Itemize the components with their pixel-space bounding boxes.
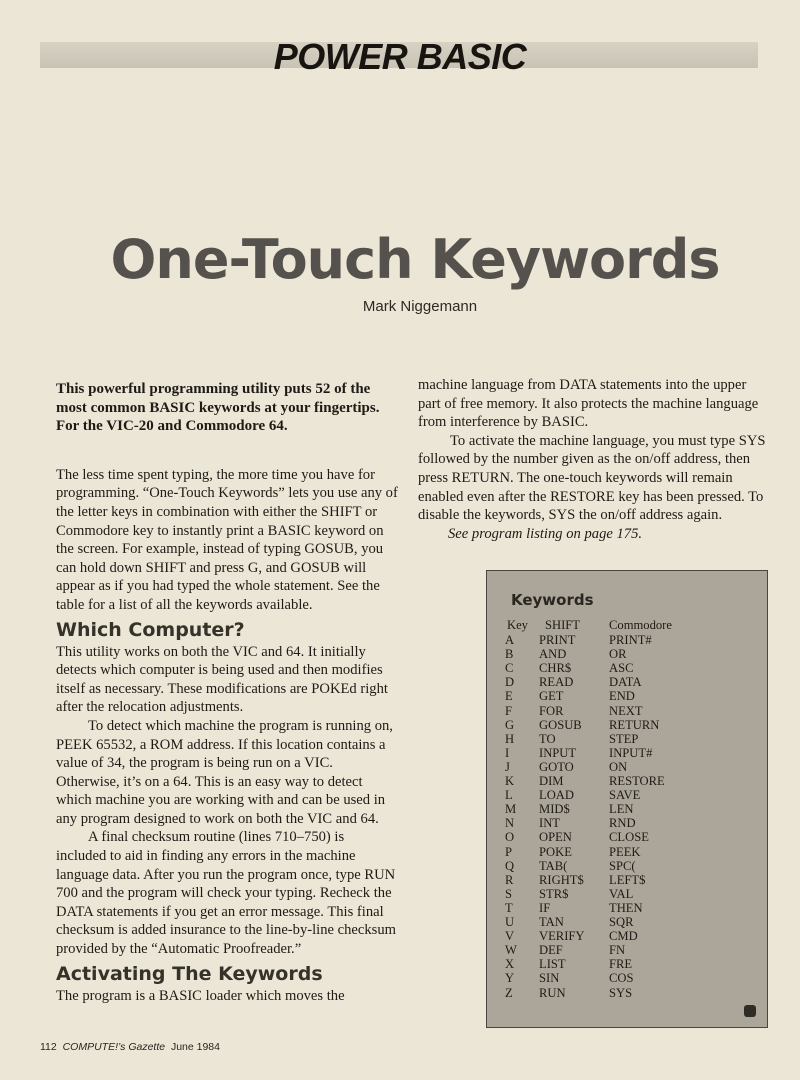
row-shift-keyword: AND — [539, 647, 567, 662]
row-commodore-keyword: RETURN — [609, 717, 660, 732]
header-shift: SHIFT — [545, 618, 580, 632]
row-key: N — [505, 816, 515, 831]
row-commodore-keyword: NEXT — [609, 703, 643, 718]
row-commodore-keyword: PEEK — [609, 844, 641, 859]
row-shift-keyword: RUN — [539, 985, 566, 1000]
row-key: L — [505, 788, 513, 803]
row-commodore-keyword: OR — [609, 647, 627, 662]
row-commodore-keyword: LEN — [609, 802, 634, 817]
header-commodore: Commodore — [609, 618, 672, 632]
row-shift-keyword: IF — [539, 900, 551, 915]
body-paragraph: machine language from DATA statements into the upper part of free memory. It also protects the machine language from interference by BASIC. — [418, 377, 759, 431]
row-shift-keyword: TAN — [539, 915, 564, 929]
row-shift-keyword: INPUT — [539, 745, 577, 760]
row-shift-keyword: DEF — [539, 943, 563, 958]
row-key: E — [505, 689, 513, 704]
issue-date: June 1984 — [170, 1041, 220, 1053]
row-shift-keyword: GOSUB — [539, 717, 582, 732]
row-commodore-keyword: CLOSE — [609, 830, 649, 845]
article-author: Mark Niggemann — [362, 298, 478, 315]
row-shift-keyword: MID$ — [539, 802, 570, 817]
row-shift-keyword: TAB( — [539, 858, 568, 873]
row-commodore-keyword: RESTORE — [609, 774, 665, 788]
row-commodore-keyword: LEFT$ — [609, 872, 646, 887]
row-commodore-keyword: VAL — [609, 886, 634, 901]
body-paragraph: To activate the machine language, you must type SYS followed by the number given as the on/off address, then press RETURN. The one-touch keywords will remain enabled even after the RESTORE key has been pressed. To disable the keywords, SYS the on/off address again. — [418, 432, 766, 524]
row-commodore-keyword: STEP — [609, 731, 639, 746]
row-shift-keyword: LOAD — [539, 788, 574, 803]
row-key: Q — [505, 858, 515, 873]
row-commodore-keyword: ASC — [609, 661, 634, 676]
row-commodore-keyword: FN — [609, 943, 626, 958]
row-commodore-keyword: COS — [609, 971, 634, 986]
subhead-which-computer: Which Computer? — [56, 618, 245, 641]
row-key: V — [505, 929, 515, 944]
row-key: Y — [505, 971, 515, 986]
row-key: K — [505, 774, 515, 788]
row-shift-keyword: GOTO — [539, 759, 574, 774]
row-key: B — [505, 647, 514, 662]
article-title: One-Touch Keywords — [110, 228, 720, 291]
row-shift-keyword: PRINT — [539, 633, 576, 647]
row-commodore-keyword: RND — [609, 816, 636, 831]
row-key: G — [505, 717, 515, 732]
row-shift-keyword: LIST — [539, 957, 566, 972]
row-key: U — [505, 915, 515, 929]
row-shift-keyword: GET — [539, 689, 564, 704]
subhead-activating-keywords: Activating The Keywords — [56, 962, 323, 985]
row-shift-keyword: INT — [539, 816, 560, 831]
row-key: S — [505, 886, 513, 901]
row-commodore-keyword: FRE — [609, 957, 633, 972]
left-column — [56, 380, 398, 1005]
row-commodore-keyword: SQR — [609, 915, 634, 929]
right-column — [418, 376, 768, 543]
row-shift-keyword: OPEN — [539, 830, 572, 845]
row-key: O — [505, 830, 515, 845]
row-commodore-keyword: DATA — [609, 675, 642, 690]
row-commodore-keyword: SPC( — [609, 858, 636, 873]
header-key: Key — [507, 618, 528, 632]
row-commodore-keyword: CMD — [609, 929, 638, 944]
program-listing-note: See program listing on page 175. — [448, 525, 643, 542]
row-shift-keyword: POKE — [539, 844, 572, 859]
intro-paragraph: The less time spent typing, the more time you have for programming. “One-Touch Keywords” lets you use any of the letter keys in combination with either the SHIFT or Commodore key to instantly print a BASIC keyword on the screen. For example, instead of typing GOSUB, you can hold down SHIFT and press G, and GOSUB will appear as if you had typed the whole statement. See the table for a list of all the keywords available. — [56, 466, 398, 613]
row-shift-keyword: TO — [539, 731, 556, 746]
row-commodore-keyword: SYS — [609, 985, 633, 1000]
row-key: H — [505, 731, 515, 746]
row-shift-keyword: CHR$ — [539, 661, 572, 676]
row-commodore-keyword: PRINT# — [609, 633, 652, 647]
body-paragraph: A final checksum routine (lines 710–750) is included to aid in finding any errors in the machine language data. After you run the program once, type RUN 700 and the program will check your typing. Recheck the DATA statements if you get an error message. This final checksum is added insurance to the line-by-line checksum provided by the “Automatic Proofreader.” — [56, 829, 397, 958]
row-commodore-keyword: INPUT# — [609, 745, 653, 760]
row-key: I — [505, 745, 510, 760]
page-number: 112 — [40, 1041, 57, 1053]
end-mark-icon — [744, 1005, 756, 1017]
row-key: P — [505, 844, 513, 859]
row-key: R — [505, 872, 514, 887]
body-paragraph: The program is a BASIC loader which moves the — [56, 987, 345, 1004]
row-shift-keyword: SIN — [539, 971, 560, 986]
row-key: X — [505, 957, 515, 972]
page-footer — [40, 1041, 220, 1053]
row-key: A — [505, 633, 515, 647]
magazine-name: COMPUTE!’s Gazette — [62, 1041, 166, 1053]
row-key: M — [505, 802, 517, 817]
row-commodore-keyword: ON — [609, 759, 628, 774]
row-key: W — [505, 943, 517, 958]
row-key: Z — [505, 985, 513, 1000]
keywords-table — [486, 570, 768, 1028]
row-shift-keyword: VERIFY — [539, 929, 585, 944]
row-shift-keyword: STR$ — [539, 886, 569, 901]
row-shift-keyword: RIGHT$ — [539, 872, 584, 887]
row-shift-keyword: FOR — [539, 703, 564, 718]
row-key: F — [505, 703, 513, 718]
row-shift-keyword: READ — [539, 675, 574, 690]
row-key: D — [505, 675, 515, 690]
section-title: POWER BASIC — [273, 36, 527, 77]
row-key: C — [505, 661, 514, 676]
article-deck: This powerful programming utility puts 52 of the most common BASIC keywords at your fingertips. For the VIC-20 and Commodore 64. — [56, 381, 380, 435]
row-commodore-keyword: THEN — [609, 900, 643, 915]
body-paragraph: To detect which machine the program is running on, PEEK 65532, a ROM address. If this location contains a value of 34, the program is being run on a VIC. Otherwise, it’s on a 64. This is an easy way to detect which machine you are working with and can be used in any program designed to work on both the VIC and 64. — [56, 717, 393, 827]
row-key: J — [505, 759, 510, 774]
row-key: T — [505, 900, 513, 915]
keywords-table-title: Keywords — [511, 591, 594, 609]
row-commodore-keyword: SAVE — [609, 788, 641, 803]
row-commodore-keyword: END — [609, 689, 635, 704]
body-paragraph: This utility works on both the VIC and 64. It initially detects which computer is being used and then modifies itself as necessary. These modifications are POKEd right after the relocation adjustments. — [56, 643, 388, 716]
row-shift-keyword: DIM — [539, 774, 564, 788]
